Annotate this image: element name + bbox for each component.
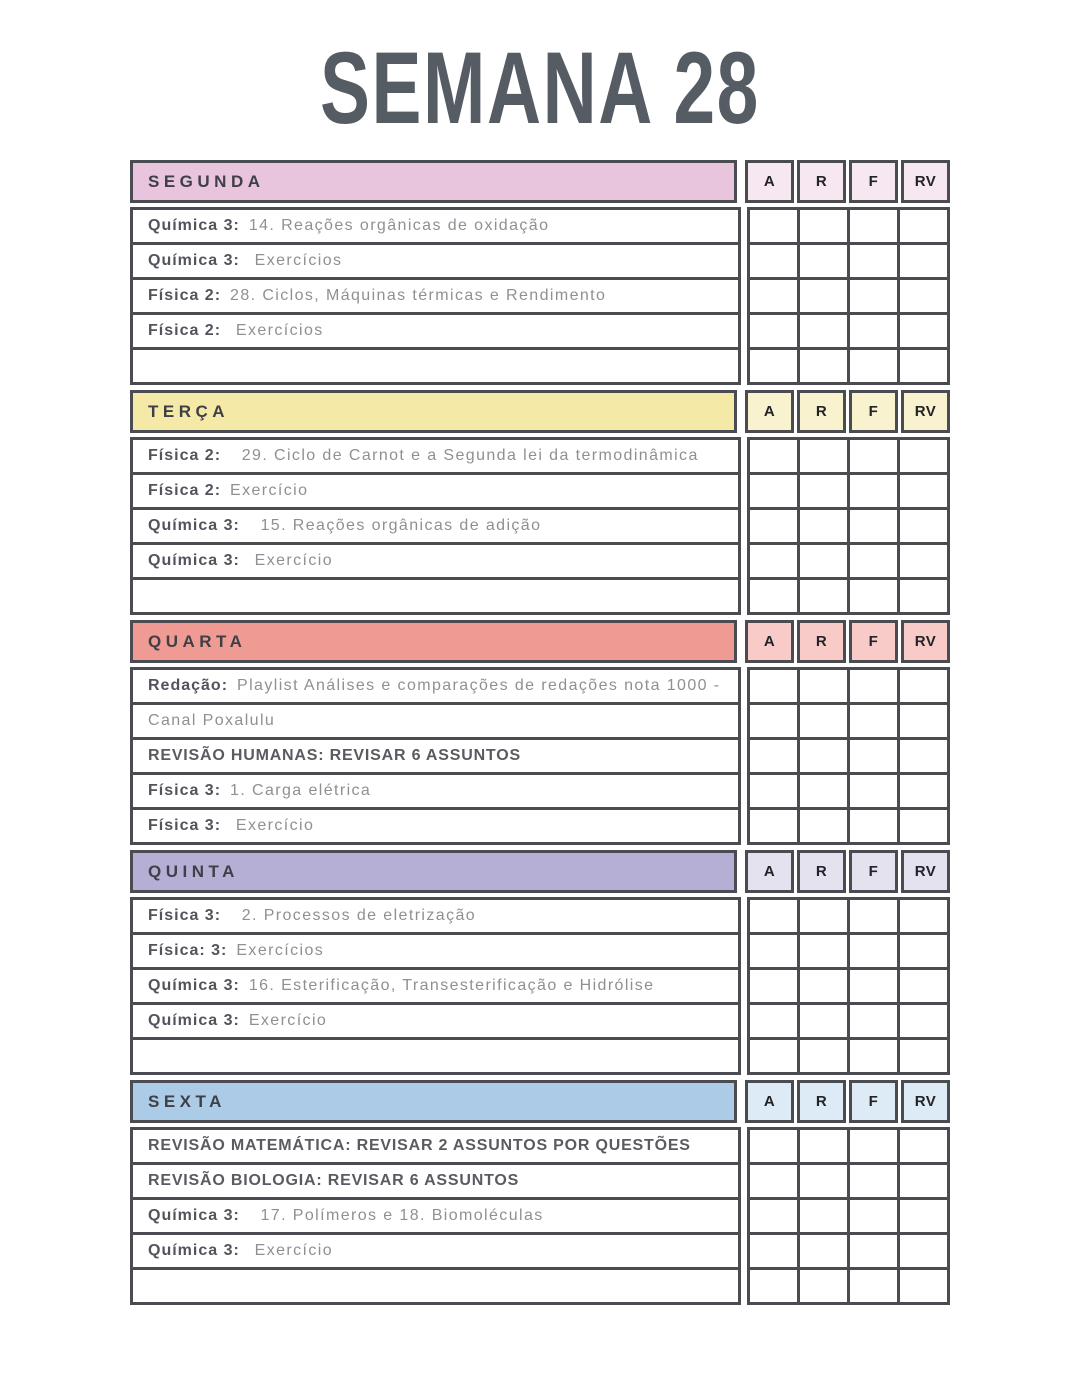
checkbox-rv[interactable] <box>897 772 950 810</box>
schedule-table <box>130 160 950 1305</box>
task-description: 16. Esterificação, Transesterificação e Hidrólise <box>248 977 655 994</box>
checkbox-rv[interactable] <box>897 1267 950 1305</box>
checkbox-a[interactable] <box>747 932 800 970</box>
task-description: Exercícios <box>248 252 343 269</box>
day-body <box>130 437 950 615</box>
task-subject-label: Química 3: <box>148 552 240 569</box>
task-row <box>130 772 950 810</box>
day-name-label: SEGUNDA <box>148 171 265 191</box>
day-header-cell <box>130 390 737 433</box>
task-row <box>130 437 950 475</box>
task-row <box>130 472 950 510</box>
checkbox-r[interactable] <box>797 1197 850 1235</box>
checkbox-f[interactable] <box>847 1037 900 1075</box>
checkbox-a[interactable] <box>747 667 800 705</box>
column-header-rv: RV <box>901 850 950 893</box>
task-description: 1. Carga elétrica <box>230 782 372 799</box>
task-row <box>130 1002 950 1040</box>
day-section <box>130 850 950 1075</box>
task-description: Playlist Análises e comparações de redações nota 1000 - <box>237 677 721 694</box>
task-description: 17. Polímeros e 18. Biomoléculas <box>248 1207 544 1224</box>
checkbox-f[interactable] <box>847 242 900 280</box>
checkbox-rv[interactable] <box>897 347 950 385</box>
task-subject-label: Química 3: <box>148 252 240 269</box>
day-header-cell <box>130 620 737 663</box>
checkbox-r[interactable] <box>797 967 850 1005</box>
column-header-a: A <box>745 620 794 663</box>
task-description: 15. Reações orgânicas de adição <box>248 517 542 534</box>
task-description: Exercício <box>230 482 309 499</box>
page-title <box>130 31 950 146</box>
task-row <box>130 897 950 935</box>
day-header <box>130 390 950 433</box>
task-row <box>130 667 950 705</box>
day-section <box>130 160 950 385</box>
checkbox-f[interactable] <box>847 1197 900 1235</box>
task-subject-label: Física 3: <box>148 817 222 834</box>
task-cell <box>130 1197 741 1235</box>
column-header-rv: RV <box>901 1080 950 1123</box>
checkbox-r[interactable] <box>797 1232 850 1270</box>
checkbox-rv[interactable] <box>897 667 950 705</box>
checkbox-r[interactable] <box>797 207 850 245</box>
checkbox-r[interactable] <box>797 1037 850 1075</box>
task-row <box>130 1127 950 1165</box>
checkbox-f[interactable] <box>847 347 900 385</box>
checkbox-a[interactable] <box>747 277 800 315</box>
checkbox-rv[interactable] <box>897 932 950 970</box>
task-cell <box>130 312 741 350</box>
task-cell <box>130 472 741 510</box>
task-cell <box>130 807 741 845</box>
column-header-r: R <box>797 1080 846 1123</box>
task-subject-label: Física 2: <box>148 482 222 499</box>
checkbox-rv[interactable] <box>897 437 950 475</box>
task-cell <box>130 577 741 615</box>
task-description: 29. Ciclo de Carnot e a Segunda lei da termodinâmica <box>230 447 699 464</box>
task-cell <box>130 967 741 1005</box>
checkbox-rv[interactable] <box>897 1197 950 1235</box>
task-subject-label: Química 3: <box>148 217 240 234</box>
task-description: Exercício <box>248 552 334 569</box>
task-description: Canal Poxalulu <box>148 712 276 729</box>
task-cell <box>130 667 741 705</box>
checkbox-r[interactable] <box>797 507 850 545</box>
task-subject-label: Física 2: <box>148 287 222 304</box>
checkbox-rv[interactable] <box>897 472 950 510</box>
checkbox-a[interactable] <box>747 1162 800 1200</box>
task-cell <box>130 207 741 245</box>
task-row <box>130 542 950 580</box>
task-description: 28. Ciclos, Máquinas térmicas e Rendimento <box>230 287 607 304</box>
column-header-a: A <box>745 390 794 433</box>
column-header-r: R <box>797 850 846 893</box>
checkbox-a[interactable] <box>747 807 800 845</box>
task-row <box>130 507 950 545</box>
task-subject-label: REVISÃO BIOLOGIA: REVISAR 6 ASSUNTOS <box>148 1172 520 1189</box>
checkbox-rv[interactable] <box>897 577 950 615</box>
column-header-a: A <box>745 850 794 893</box>
checkbox-a[interactable] <box>747 507 800 545</box>
day-header-cell <box>130 1080 737 1123</box>
checkbox-f[interactable] <box>847 702 900 740</box>
checkbox-f[interactable] <box>847 667 900 705</box>
checkbox-r[interactable] <box>797 312 850 350</box>
task-row <box>130 347 950 385</box>
day-header <box>130 850 950 893</box>
column-header-rv: RV <box>901 390 950 433</box>
checkbox-a[interactable] <box>747 967 800 1005</box>
column-header-a: A <box>745 1080 794 1123</box>
checkbox-f[interactable] <box>847 277 900 315</box>
task-subject-label: Química 3: <box>148 517 240 534</box>
checkbox-f[interactable] <box>847 932 900 970</box>
task-description: Exercícios <box>230 322 324 339</box>
day-header-cell <box>130 850 737 893</box>
checkbox-a[interactable] <box>747 207 800 245</box>
task-cell <box>130 1002 741 1040</box>
day-header <box>130 620 950 663</box>
checkbox-a[interactable] <box>747 347 800 385</box>
column-header-r: R <box>797 390 846 433</box>
task-row <box>130 1197 950 1235</box>
task-subject-label: Química 3: <box>148 1207 240 1224</box>
day-header-cell <box>130 160 737 203</box>
task-cell <box>130 932 741 970</box>
task-row <box>130 932 950 970</box>
checkbox-a[interactable] <box>747 542 800 580</box>
task-cell <box>130 277 741 315</box>
checkbox-r[interactable] <box>797 1127 850 1165</box>
checkbox-r[interactable] <box>797 542 850 580</box>
checkbox-r[interactable] <box>797 702 850 740</box>
checkbox-r[interactable] <box>797 347 850 385</box>
column-header-rv: RV <box>901 620 950 663</box>
column-header-rv: RV <box>901 160 950 203</box>
checkbox-a[interactable] <box>747 772 800 810</box>
checkbox-r[interactable] <box>797 737 850 775</box>
task-subject-label: Física 2: <box>148 322 222 339</box>
day-section <box>130 1080 950 1305</box>
task-description: 2. Processos de eletrização <box>230 907 477 924</box>
day-body <box>130 897 950 1075</box>
checkbox-a[interactable] <box>747 1002 800 1040</box>
checkbox-r[interactable] <box>797 807 850 845</box>
task-row <box>130 967 950 1005</box>
checkbox-f[interactable] <box>847 807 900 845</box>
task-cell <box>130 1232 741 1270</box>
task-subject-label: Redação: <box>148 677 229 694</box>
task-row <box>130 242 950 280</box>
task-description: Exercícios <box>236 942 325 959</box>
task-cell <box>130 1162 741 1200</box>
task-cell <box>130 702 741 740</box>
checkbox-rv[interactable] <box>897 702 950 740</box>
day-name-label: QUARTA <box>148 631 247 651</box>
checkbox-r[interactable] <box>797 242 850 280</box>
checkbox-rv[interactable] <box>897 1037 950 1075</box>
task-description: Exercício <box>248 1242 334 1259</box>
checkbox-f[interactable] <box>847 1127 900 1165</box>
task-subject-label: REVISÃO MATEMÁTICA: REVISAR 2 ASSUNTOS POR QUESTÕES <box>148 1137 691 1154</box>
day-name-label: QUINTA <box>148 861 239 881</box>
task-row <box>130 1232 950 1270</box>
day-header <box>130 1080 950 1123</box>
checkbox-rv[interactable] <box>897 967 950 1005</box>
checkbox-a[interactable] <box>747 897 800 935</box>
column-header-f: F <box>849 390 898 433</box>
task-subject-label: Física 3: <box>148 907 222 924</box>
task-cell <box>130 437 741 475</box>
checkbox-r[interactable] <box>797 1162 850 1200</box>
task-subject-label: Química 3: <box>148 1012 240 1029</box>
checkbox-rv[interactable] <box>897 737 950 775</box>
task-subject-label: Física: 3: <box>148 942 228 959</box>
checkbox-f[interactable] <box>847 1232 900 1270</box>
column-header-f: F <box>849 1080 898 1123</box>
checkbox-r[interactable] <box>797 897 850 935</box>
checkbox-f[interactable] <box>847 897 900 935</box>
checkbox-rv[interactable] <box>897 1232 950 1270</box>
task-description: Exercício <box>230 817 315 834</box>
task-row <box>130 1037 950 1075</box>
column-header-r: R <box>797 620 846 663</box>
task-cell <box>130 242 741 280</box>
checkbox-a[interactable] <box>747 242 800 280</box>
column-header-f: F <box>849 850 898 893</box>
task-row <box>130 312 950 350</box>
checkbox-r[interactable] <box>797 667 850 705</box>
checkbox-r[interactable] <box>797 472 850 510</box>
checkbox-f[interactable] <box>847 1162 900 1200</box>
checkbox-a[interactable] <box>747 1232 800 1270</box>
day-body <box>130 207 950 385</box>
column-header-a: A <box>745 160 794 203</box>
checkbox-f[interactable] <box>847 542 900 580</box>
task-row <box>130 207 950 245</box>
checkbox-r[interactable] <box>797 277 850 315</box>
task-row <box>130 277 950 315</box>
task-description: Exercício <box>248 1012 328 1029</box>
checkbox-a[interactable] <box>747 1267 800 1305</box>
checkbox-r[interactable] <box>797 1267 850 1305</box>
task-cell <box>130 347 741 385</box>
checkbox-rv[interactable] <box>897 277 950 315</box>
checkbox-r[interactable] <box>797 437 850 475</box>
day-header <box>130 160 950 203</box>
task-row <box>130 807 950 845</box>
day-name-label: TERÇA <box>148 401 230 421</box>
checkbox-f[interactable] <box>847 772 900 810</box>
task-cell <box>130 507 741 545</box>
task-cell <box>130 1127 741 1165</box>
task-row <box>130 1267 950 1305</box>
task-row <box>130 1162 950 1200</box>
task-subject-label: Física 3: <box>148 782 222 799</box>
task-row <box>130 737 950 775</box>
column-header-f: F <box>849 620 898 663</box>
day-section <box>130 390 950 615</box>
task-cell <box>130 897 741 935</box>
task-cell <box>130 1267 741 1305</box>
checkbox-a[interactable] <box>747 737 800 775</box>
task-subject-label: REVISÃO HUMANAS: REVISAR 6 ASSUNTOS <box>148 747 521 764</box>
checkbox-rv[interactable] <box>897 312 950 350</box>
checkbox-rv[interactable] <box>897 507 950 545</box>
checkbox-a[interactable] <box>747 577 800 615</box>
checkbox-f[interactable] <box>847 1002 900 1040</box>
checkbox-a[interactable] <box>747 1037 800 1075</box>
checkbox-rv[interactable] <box>897 207 950 245</box>
checkbox-rv[interactable] <box>897 542 950 580</box>
checkbox-rv[interactable] <box>897 807 950 845</box>
checkbox-r[interactable] <box>797 932 850 970</box>
checkbox-a[interactable] <box>747 472 800 510</box>
checkbox-f[interactable] <box>847 967 900 1005</box>
checkbox-rv[interactable] <box>897 1127 950 1165</box>
task-cell <box>130 737 741 775</box>
checkbox-f[interactable] <box>847 312 900 350</box>
checkbox-a[interactable] <box>747 312 800 350</box>
checkbox-f[interactable] <box>847 737 900 775</box>
checkbox-rv[interactable] <box>897 1162 950 1200</box>
task-row <box>130 577 950 615</box>
checkbox-f[interactable] <box>847 507 900 545</box>
checkbox-r[interactable] <box>797 772 850 810</box>
checkbox-f[interactable] <box>847 1267 900 1305</box>
task-cell <box>130 772 741 810</box>
checkbox-f[interactable] <box>847 437 900 475</box>
checkbox-a[interactable] <box>747 1197 800 1235</box>
day-section <box>130 620 950 845</box>
task-cell <box>130 542 741 580</box>
day-name-label: SEXTA <box>148 1091 226 1111</box>
checkbox-rv[interactable] <box>897 242 950 280</box>
task-subject-label: Química 3: <box>148 1242 240 1259</box>
checkbox-rv[interactable] <box>897 897 950 935</box>
page-title-text: SEMANA 28 <box>320 31 760 146</box>
task-description: 14. Reações orgânicas de oxidação <box>248 217 550 234</box>
task-cell <box>130 1037 741 1075</box>
checkbox-rv[interactable] <box>897 1002 950 1040</box>
column-header-f: F <box>849 160 898 203</box>
task-row <box>130 702 950 740</box>
checkbox-r[interactable] <box>797 577 850 615</box>
task-subject-label: Química 3: <box>148 977 240 994</box>
task-subject-label: Física 2: <box>148 447 222 464</box>
column-header-r: R <box>797 160 846 203</box>
checkbox-f[interactable] <box>847 577 900 615</box>
checkbox-a[interactable] <box>747 1127 800 1165</box>
checkbox-f[interactable] <box>847 207 900 245</box>
checkbox-a[interactable] <box>747 437 800 475</box>
day-body <box>130 1127 950 1305</box>
checkbox-a[interactable] <box>747 702 800 740</box>
checkbox-f[interactable] <box>847 472 900 510</box>
checkbox-r[interactable] <box>797 1002 850 1040</box>
day-body <box>130 667 950 845</box>
